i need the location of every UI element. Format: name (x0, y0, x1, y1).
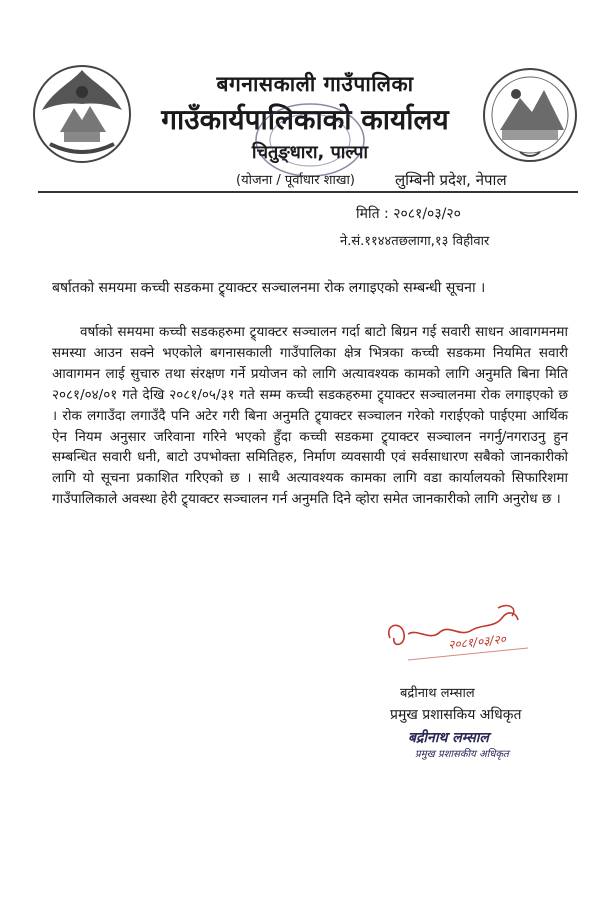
notice-body: वर्षाको समयमा कच्ची सडकहरुमा ट्र्याक्टर सञ्चालन गर्दा बाटो बिग्रन गई सवारी साधन आवागमनमा समस्या आउन सक्ने भएकोले बगनासकाली गाउँपालिका क्षेत्र भित्रका कच्ची सडकमा नियमित सवारी आवागमन लाई सुचारु तथा संरक्षण गर्ने प्रयोजन को लागि अत्यावश्यक कामको लागि अनुमति बिना मिति २०८१/०४/०१ गते देखि २०८१/०५/३१ गते सम्म कच्ची सडकहरुमा ट्र्याक्टर सञ्चालनमा रोक लगाइएको छ । रोक लगाउँदा लगाउँदै पनि अटेर गरी बिना अनुमति ट्र्याक्टर सञ्चालन गरेको गराईएको पाईएमा आर्थिक ऐन नियम अनुसार जरिवाना गरिने भएको हुँदा कच्ची सडकमा ट्र्याक्टर सञ्चालन नगर्नु/नगराउनु हुन सम्बन्धित सवारी धनी, बाटो उपभोक्ता समितिहरु, निर्माण व्यवसायी एवं सर्वसाधारण सबैको जानकारीको लागि यो सूचना प्रकाशित गरिएको छ । साथै अत्यावश्यक कामका लागि वडा कार्यालयको सिफारिशमा गाउँपालिकाले अवस्था हेरी ट्र्याक्टर सञ्चालन गर्न अनुमति दिने व्होरा समेत जानकारीको लागि अनुरोध छ । (52, 324, 568, 508)
office-address: चितुङ्धारा, पाल्पा (251, 142, 369, 163)
signatory-title: प्रमुख प्रशासकिय अधिकृत (390, 707, 522, 723)
signatory-name: बद्रीनाथ लम्साल (400, 686, 475, 701)
section-name: (योजना / पूर्वाधार शाखा) (236, 173, 355, 188)
notice-subject: बर्षातको समयमा कच्ची सडकमा ट्र्याक्टर सञ्चालनमा रोक लगाइएको सम्बन्धी सूचना । (52, 280, 486, 296)
header-divider (38, 191, 578, 193)
stamp-name: बद्रीनाथ लम्साल (408, 730, 489, 746)
office-name: गाउँकार्यपालिकाको कार्यालय (161, 103, 449, 136)
handwritten-date: २०८१/०३/२० (447, 632, 507, 652)
office-stamp-icon (250, 100, 370, 180)
reference-number: ने.सं.११४४तछलागा,१३ विहीवार (340, 234, 490, 249)
province-name: लुम्बिनी प्रदेश, नेपाल (395, 171, 507, 189)
nepal-emblem-icon (30, 62, 134, 166)
stamp-title: प्रमुख प्रशासकीय अधिकृत (415, 749, 509, 760)
municipality-logo-icon (480, 60, 580, 170)
municipality-name: बगनासकाली गाउँपालिका (216, 72, 414, 96)
letter-date: मिति : २०८१/०३/२० (356, 206, 461, 222)
